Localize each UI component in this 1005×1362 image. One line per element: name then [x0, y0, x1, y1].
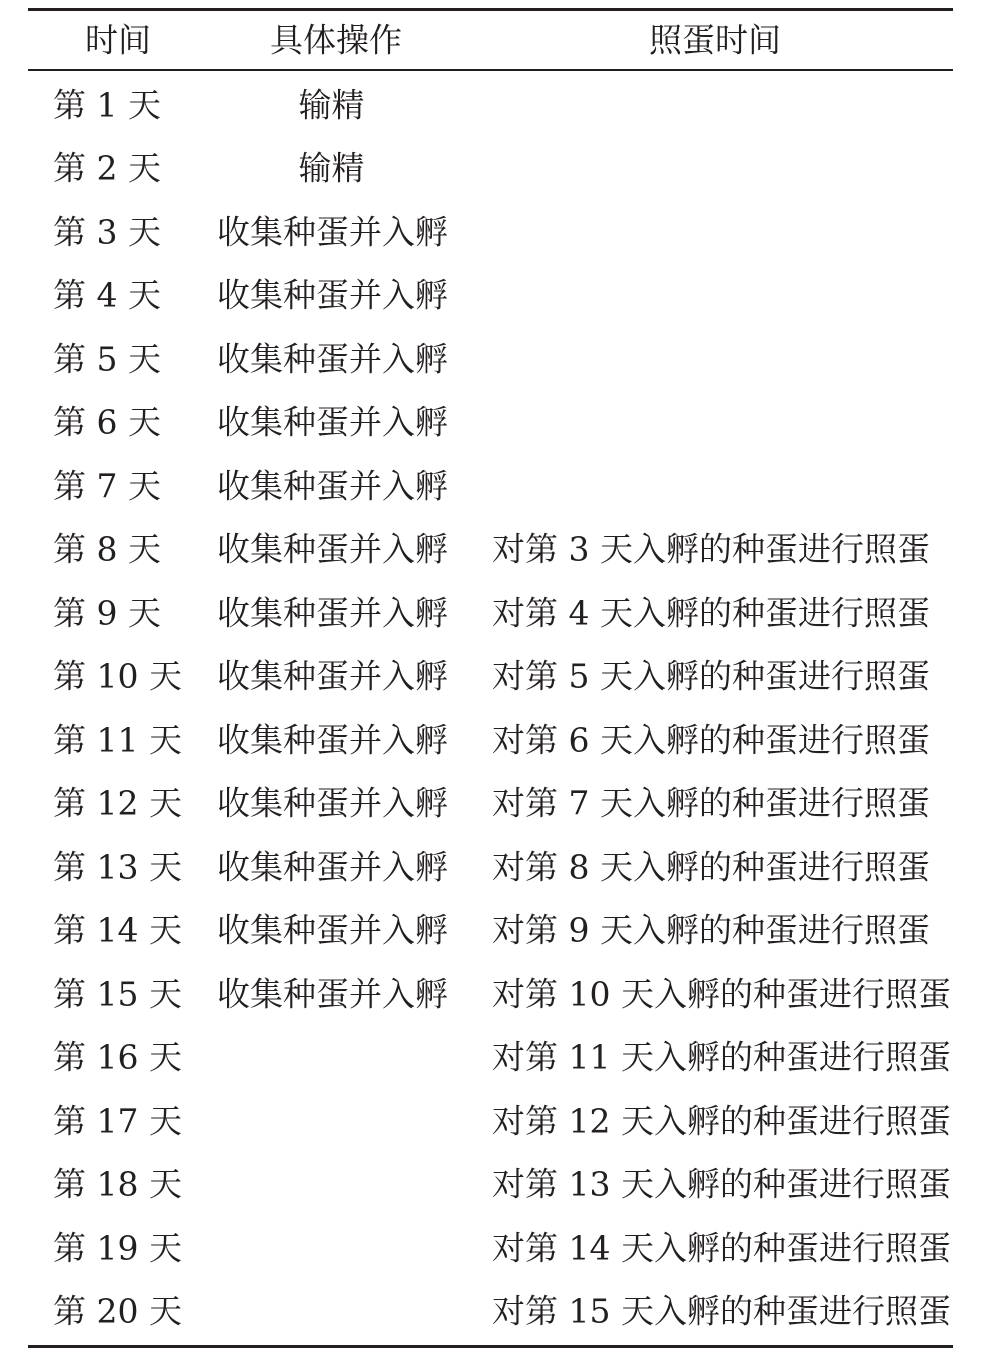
cell-operation: 收集种蛋并入孵: [217, 974, 448, 1014]
table-row: [28, 1153, 953, 1217]
table-row: [28, 772, 953, 836]
cell-time: 第 3 天: [53, 212, 161, 252]
cell-check: 对第 8 天入孵的种蛋进行照蛋: [492, 847, 930, 887]
cell-check: 对第 13 天入孵的种蛋进行照蛋: [492, 1164, 951, 1204]
cell-operation: 收集种蛋并入孵: [217, 339, 448, 379]
cell-time: 第 17 天: [53, 1101, 182, 1141]
header-operation: 具体操作: [270, 20, 402, 60]
table-row: [28, 264, 953, 328]
cell-time: 第 5 天: [53, 339, 161, 379]
cell-check: 对第 7 天入孵的种蛋进行照蛋: [492, 783, 930, 823]
table-row: [28, 581, 953, 645]
table-row: [28, 200, 953, 264]
table-row: [28, 1280, 953, 1344]
cell-time: 第 1 天: [53, 85, 161, 125]
table-row: [28, 327, 953, 391]
cell-operation: 收集种蛋并入孵: [217, 910, 448, 950]
cell-check: 对第 6 天入孵的种蛋进行照蛋: [492, 720, 930, 760]
cell-operation: 输精: [298, 148, 365, 188]
cell-operation: 收集种蛋并入孵: [217, 466, 448, 506]
cell-check: 对第 9 天入孵的种蛋进行照蛋: [492, 910, 930, 950]
table-row: [28, 708, 953, 772]
cell-time: 第 15 天: [53, 974, 182, 1014]
header-time: 时间: [85, 20, 151, 60]
table-bottom-rule: [28, 1345, 953, 1348]
table-row: [28, 137, 953, 201]
header-check: 照蛋时间: [649, 20, 781, 60]
table-row: [28, 899, 953, 963]
table-row: [28, 518, 953, 582]
cell-operation: 输精: [298, 85, 365, 125]
table-row: [28, 391, 953, 455]
cell-check: 对第 11 天入孵的种蛋进行照蛋: [492, 1037, 951, 1077]
cell-time: 第 16 天: [53, 1037, 182, 1077]
table-row: [28, 835, 953, 899]
table-row: [28, 1026, 953, 1090]
cell-operation: 收集种蛋并入孵: [217, 720, 448, 760]
cell-operation: 收集种蛋并入孵: [217, 783, 448, 823]
cell-check: 对第 14 天入孵的种蛋进行照蛋: [492, 1228, 951, 1268]
cell-check: 对第 15 天入孵的种蛋进行照蛋: [492, 1291, 951, 1331]
cell-operation: 收集种蛋并入孵: [217, 593, 448, 633]
cell-time: 第 2 天: [53, 148, 161, 188]
cell-check: 对第 5 天入孵的种蛋进行照蛋: [492, 656, 930, 696]
cell-time: 第 20 天: [53, 1291, 182, 1331]
cell-time: 第 7 天: [53, 466, 161, 506]
cell-check: 对第 12 天入孵的种蛋进行照蛋: [492, 1101, 951, 1141]
table-row: [28, 73, 953, 137]
cell-time: 第 13 天: [53, 847, 182, 887]
cell-time: 第 9 天: [53, 593, 161, 633]
cell-time: 第 6 天: [53, 402, 161, 442]
cell-time: 第 12 天: [53, 783, 182, 823]
cell-check: 对第 4 天入孵的种蛋进行照蛋: [492, 593, 930, 633]
cell-time: 第 4 天: [53, 275, 161, 315]
cell-operation: 收集种蛋并入孵: [217, 656, 448, 696]
schedule-table: [28, 8, 953, 1348]
cell-check: 对第 3 天入孵的种蛋进行照蛋: [492, 529, 930, 569]
cell-operation: 收集种蛋并入孵: [217, 275, 448, 315]
cell-time: 第 11 天: [53, 720, 182, 760]
table-row: [28, 962, 953, 1026]
cell-operation: 收集种蛋并入孵: [217, 529, 448, 569]
cell-check: 对第 10 天入孵的种蛋进行照蛋: [492, 974, 951, 1014]
cell-time: 第 8 天: [53, 529, 161, 569]
cell-time: 第 14 天: [53, 910, 182, 950]
table-row: [28, 1216, 953, 1280]
cell-operation: 收集种蛋并入孵: [217, 402, 448, 442]
cell-time: 第 18 天: [53, 1164, 182, 1204]
table-row: [28, 1089, 953, 1153]
table-header-row: [28, 11, 953, 69]
table-body: [28, 71, 953, 1343]
table-row: [28, 454, 953, 518]
table-row: [28, 645, 953, 709]
cell-time: 第 19 天: [53, 1228, 182, 1268]
cell-operation: 收集种蛋并入孵: [217, 212, 448, 252]
cell-time: 第 10 天: [53, 656, 182, 696]
cell-operation: 收集种蛋并入孵: [217, 847, 448, 887]
